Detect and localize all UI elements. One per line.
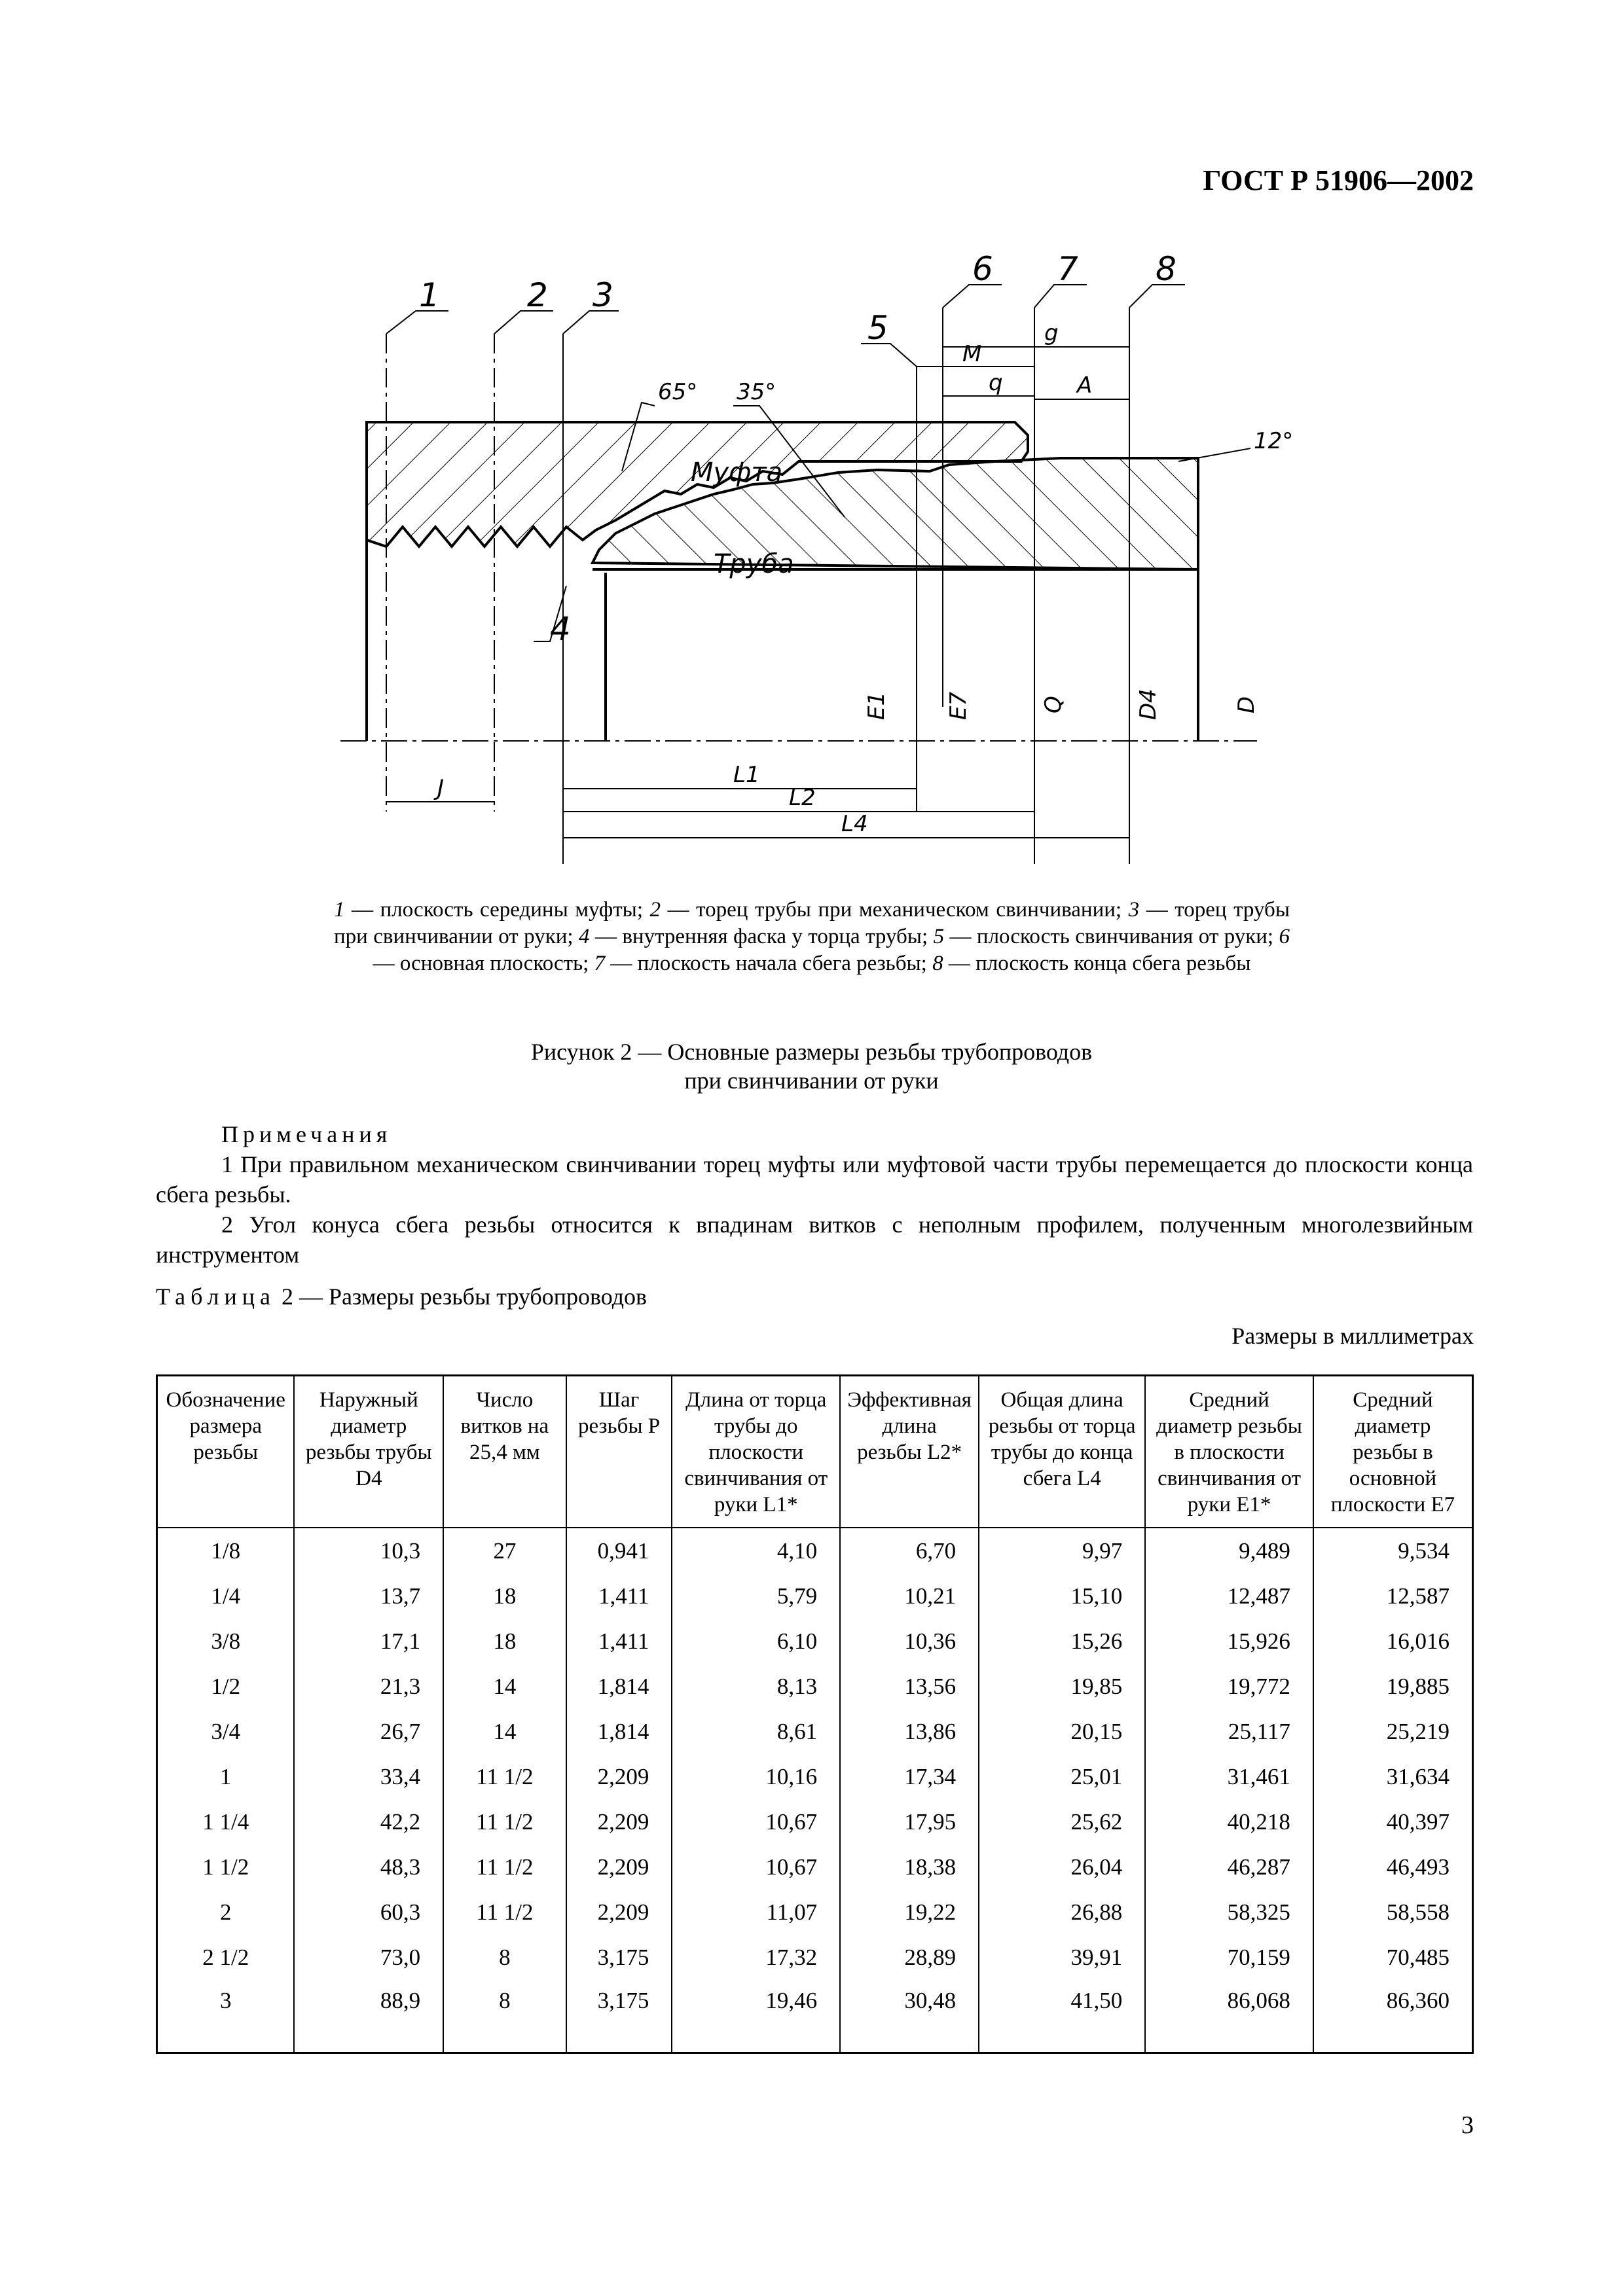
angle-12: 12° [1254, 428, 1294, 454]
table-cell: 3 [157, 1980, 295, 2053]
table-cell: 25,01 [979, 1754, 1145, 1799]
table-cell: 9,97 [979, 1528, 1145, 1573]
table-header-cell: Общая длина резьбы от торца трубы до конца сбега L4 [979, 1376, 1145, 1528]
page-number: 3 [1461, 2111, 1474, 2139]
table-cell: 8,13 [672, 1664, 840, 1709]
table-cell: 11 1/2 [443, 1799, 566, 1844]
table-cell: 19,772 [1145, 1664, 1313, 1709]
table-cell: 17,32 [672, 1935, 840, 1980]
table-cell: 19,22 [840, 1890, 979, 1935]
table-cell: 39,91 [979, 1935, 1145, 1980]
table-cell: 1 [157, 1754, 295, 1799]
table-row [157, 1528, 1473, 1573]
table-header-cell: Средний диаметр резьбы в основной плоскости E7 [1313, 1376, 1473, 1528]
table-cell: 6,10 [672, 1619, 840, 1664]
table-cell: 86,068 [1145, 1980, 1313, 2053]
table-cell: 2 [157, 1890, 295, 1935]
table-header-cell: Наружный диаметр резьбы трубы D4 [294, 1376, 443, 1528]
table-cell: 3/4 [157, 1709, 295, 1754]
dim-L1: L1 [733, 762, 760, 788]
dim-A: A [1077, 372, 1093, 399]
table-cell: 18 [443, 1619, 566, 1664]
table-cell: 9,489 [1145, 1528, 1313, 1573]
table-cell: 31,461 [1145, 1754, 1313, 1799]
dim-g: g [1044, 320, 1059, 346]
table-header-cell: Средний диаметр резьбы в плоскости свинчивания от руки E1* [1145, 1376, 1313, 1528]
table-cell: 14 [443, 1709, 566, 1754]
table-cell: 17,34 [840, 1754, 979, 1799]
dim-E7: E7 [945, 691, 972, 720]
table-cell: 15,10 [979, 1573, 1145, 1619]
table-cell: 46,493 [1313, 1844, 1473, 1890]
callout-1: 1 [419, 276, 440, 314]
table-cell: 1,411 [566, 1619, 672, 1664]
table-cell: 46,287 [1145, 1844, 1313, 1890]
table-cell: 18 [443, 1573, 566, 1619]
note-2: 2 Угол конуса сбега резьбы относится к впадинам витков с неполным профилем, полученным многолезвийным инструментом [156, 1211, 1473, 1268]
table-cell: 2,209 [566, 1844, 672, 1890]
dim-J: J [437, 775, 445, 801]
table-header-row [157, 1376, 1473, 1528]
table-cell: 3,175 [566, 1980, 672, 2053]
table-cell: 15,926 [1145, 1619, 1313, 1664]
thread-table [156, 1374, 1474, 2054]
table-cell: 1,814 [566, 1664, 672, 1709]
table-cell: 27 [443, 1528, 566, 1573]
table-cell: 14 [443, 1664, 566, 1709]
dim-Q: Q [1040, 696, 1067, 713]
table-row [157, 1799, 1473, 1844]
table-cell: 19,46 [672, 1980, 840, 2053]
table-units: Размеры в миллиметрах [1231, 1323, 1474, 1349]
dim-q: q [989, 370, 1003, 396]
table-cell: 86,360 [1313, 1980, 1473, 2053]
table-cell: 1 1/2 [157, 1844, 295, 1890]
table-cell: 11,07 [672, 1890, 840, 1935]
table-cell: 13,7 [294, 1573, 443, 1619]
table-row [157, 1709, 1473, 1754]
dim-D4: D4 [1135, 689, 1161, 720]
figure-caption: Рисунок 2 — Основные размеры резьбы трубопроводов при свинчивании от руки [530, 1039, 1093, 1094]
callout-2: 2 [527, 276, 548, 314]
dim-E1: E1 [864, 691, 890, 720]
figure-legend: 1 — плоскость середины муфты; 2 — торец трубы при механическом свинчивании; 3 — торец трубы при свинчивании от руки; 4 — внутренняя фаска у торца трубы; 5 — плоскость свинчивания от руки; 6 — основная плоскость; 7 — плоскость начала сбега резьбы; 8 — плоскость конца сбега резьбы [334, 898, 1290, 975]
table-cell: 25,62 [979, 1799, 1145, 1844]
table-cell: 40,218 [1145, 1799, 1313, 1844]
table-row [157, 1664, 1473, 1709]
table-cell: 26,7 [294, 1709, 443, 1754]
table-header-cell: Число витков на 25,4 мм [443, 1376, 566, 1528]
table-cell: 42,2 [294, 1799, 443, 1844]
table-cell: 12,587 [1313, 1573, 1473, 1619]
table-cell: 2,209 [566, 1890, 672, 1935]
table-cell: 25,117 [1145, 1709, 1313, 1754]
table-cell: 28,89 [840, 1935, 979, 1980]
table-cell: 21,3 [294, 1664, 443, 1709]
table-cell: 5,79 [672, 1573, 840, 1619]
table-cell: 18,38 [840, 1844, 979, 1890]
dim-L4: L4 [841, 811, 868, 837]
table-cell: 1 1/4 [157, 1799, 295, 1844]
table-cell: 0,941 [566, 1528, 672, 1573]
table-header-cell: Эффективная длина резьбы L2* [840, 1376, 979, 1528]
label-coupling: Муфта [691, 457, 783, 488]
table-cell: 88,9 [294, 1980, 443, 2053]
table-cell: 8,61 [672, 1709, 840, 1754]
document-id: ГОСТ Р 51906—2002 [1203, 164, 1474, 196]
table-cell: 20,15 [979, 1709, 1145, 1754]
table-row [157, 1935, 1473, 1980]
table-cell: 70,485 [1313, 1935, 1473, 1980]
table-cell: 13,86 [840, 1709, 979, 1754]
note-1: 1 При правильном механическом свинчивании торец муфты или муфтовой части трубы перемещается до плоскости конца сбега резьбы. [156, 1151, 1473, 1208]
table-cell: 31,634 [1313, 1754, 1473, 1799]
table-cell: 1,814 [566, 1709, 672, 1754]
table-cell: 2 1/2 [157, 1935, 295, 1980]
table-cell: 15,26 [979, 1619, 1145, 1664]
table-cell: 60,3 [294, 1890, 443, 1935]
angle-65: 65° [658, 379, 698, 405]
callout-8: 8 [1156, 250, 1176, 288]
table-row [157, 1980, 1473, 2053]
table-cell: 26,04 [979, 1844, 1145, 1890]
table-cell: 26,88 [979, 1890, 1145, 1935]
table-cell: 25,219 [1313, 1709, 1473, 1754]
table-cell: 2,209 [566, 1799, 672, 1844]
table-cell: 70,159 [1145, 1935, 1313, 1980]
table-cell: 10,21 [840, 1573, 979, 1619]
table-row [157, 1619, 1473, 1664]
table-cell: 4,10 [672, 1528, 840, 1573]
callout-6: 6 [972, 250, 993, 288]
dim-D: D [1233, 696, 1260, 713]
table-cell: 11 1/2 [443, 1844, 566, 1890]
table-cell: 8 [443, 1935, 566, 1980]
table-cell: 58,558 [1313, 1890, 1473, 1935]
callout-4: 4 [550, 610, 571, 648]
table-cell: 10,67 [672, 1799, 840, 1844]
table-cell: 30,48 [840, 1980, 979, 2053]
table-cell: 48,3 [294, 1844, 443, 1890]
table-row [157, 1754, 1473, 1799]
dim-L2: L2 [789, 785, 816, 811]
dim-M: M [962, 341, 982, 367]
table-cell: 17,95 [840, 1799, 979, 1844]
table-cell: 33,4 [294, 1754, 443, 1799]
table-caption: Таблица 2 — Размеры резьбы трубопроводов [156, 1283, 647, 1310]
table-cell: 1,411 [566, 1573, 672, 1619]
table-cell: 2,209 [566, 1754, 672, 1799]
table-cell: 10,3 [294, 1528, 443, 1573]
table-row [157, 1573, 1473, 1619]
table-cell: 13,56 [840, 1664, 979, 1709]
callout-3: 3 [593, 276, 613, 314]
table-cell: 58,325 [1145, 1890, 1313, 1935]
table-cell: 10,36 [840, 1619, 979, 1664]
table-cell: 12,487 [1145, 1573, 1313, 1619]
table-cell: 11 1/2 [443, 1890, 566, 1935]
callout-7: 7 [1057, 250, 1078, 288]
table-cell: 41,50 [979, 1980, 1145, 2053]
table-row [157, 1890, 1473, 1935]
table-cell: 9,534 [1313, 1528, 1473, 1573]
table-cell: 10,16 [672, 1754, 840, 1799]
label-pipe: Труба [714, 549, 794, 579]
table-header-cell: Длина от торца трубы до плоскости свинчивания от руки L1* [672, 1376, 840, 1528]
table-cell: 1/4 [157, 1573, 295, 1619]
notes [156, 1119, 1473, 1270]
table-cell: 8 [443, 1980, 566, 2053]
notes-title: Примечания [221, 1121, 392, 1147]
table-cell: 16,016 [1313, 1619, 1473, 1664]
table-cell: 10,67 [672, 1844, 840, 1890]
table-header-cell: Шаг резьбы P [566, 1376, 672, 1528]
table-cell: 1/2 [157, 1664, 295, 1709]
table-cell: 17,1 [294, 1619, 443, 1664]
table-header-cell: Обозначение размера резьбы [157, 1376, 295, 1528]
table-cell: 3,175 [566, 1935, 672, 1980]
table-cell: 73,0 [294, 1935, 443, 1980]
table-cell: 1/8 [157, 1528, 295, 1573]
table-row [157, 1844, 1473, 1890]
angle-35: 35° [737, 379, 776, 405]
table-cell: 19,85 [979, 1664, 1145, 1709]
thread-figure [340, 236, 1336, 864]
table-cell: 3/8 [157, 1619, 295, 1664]
table-cell: 6,70 [840, 1528, 979, 1573]
callout-5: 5 [867, 309, 888, 347]
table-cell: 11 1/2 [443, 1754, 566, 1799]
table-cell: 40,397 [1313, 1799, 1473, 1844]
table-cell: 19,885 [1313, 1664, 1473, 1709]
